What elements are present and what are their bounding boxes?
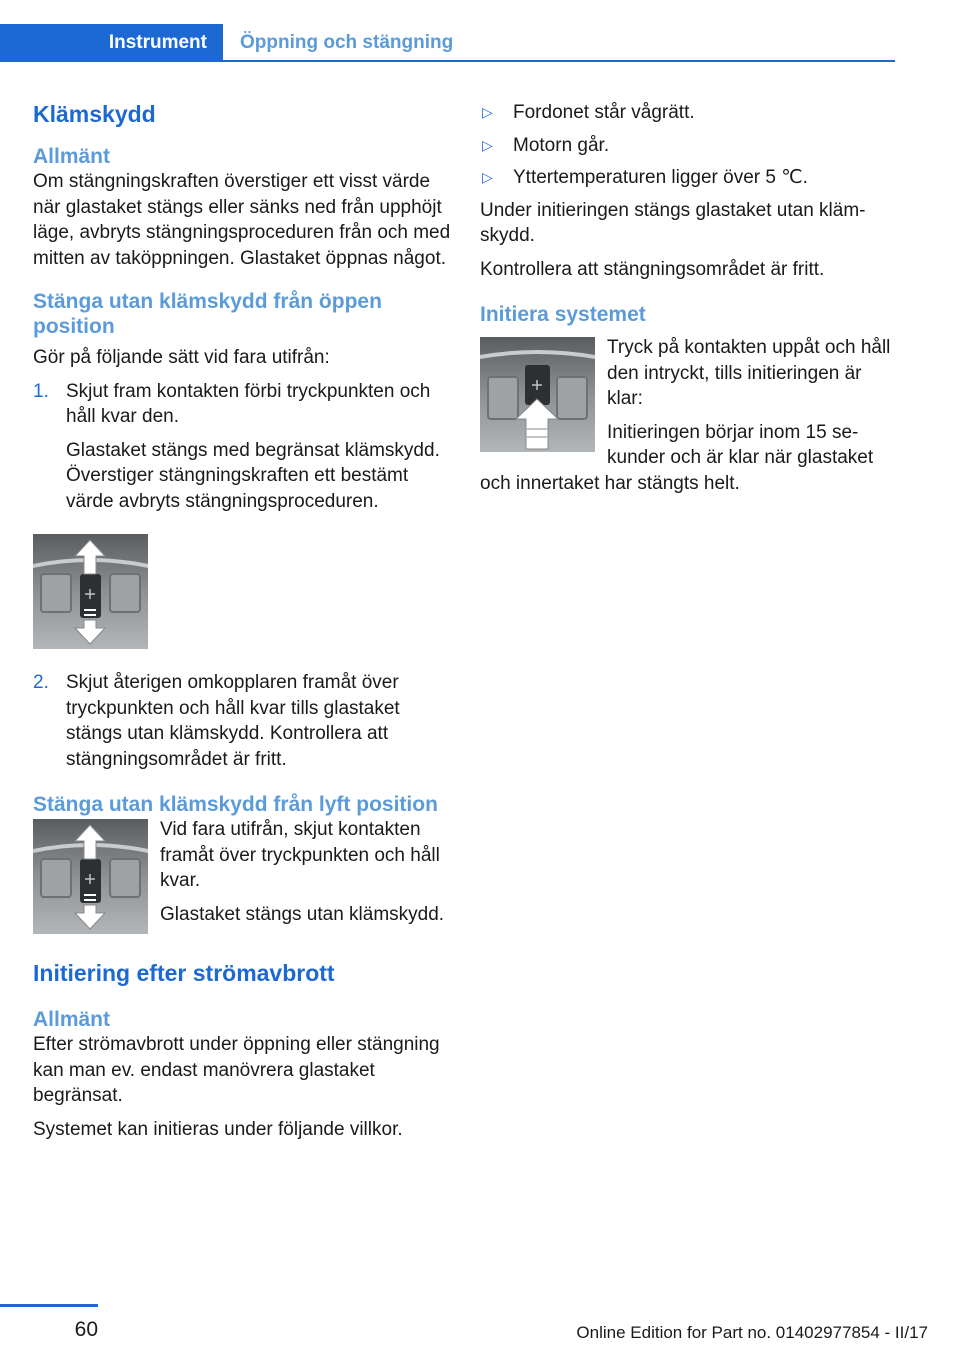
paragraph-borjar: Initieringen börjar inom 15 sekunder och är klar när glastaket och innertaket har stängts helt. — [480, 421, 874, 494]
heading-stanga-lyft: Stänga utan klämskydd från lyft position — [33, 793, 438, 816]
header-tabbar — [0, 24, 895, 62]
steps-list — [33, 379, 453, 515]
condition-text: Yttertemperaturen ligger över 5 ℃. — [513, 167, 808, 188]
tab-oppning-och-stangning[interactable]: Öppning och stängning — [240, 32, 454, 53]
roof-switch-illustration-icon — [33, 819, 148, 934]
roof-switch-illustration-icon — [480, 337, 595, 452]
triangle-right-icon: ▷ — [482, 136, 493, 153]
paragraph-kontroll: Kontrollera att stängningsområdet är fritt. — [480, 258, 825, 280]
heading-klamskydd: Klämskydd — [33, 101, 156, 127]
heading-initiera-systemet: Initiera systemet — [480, 303, 646, 326]
step-subtext: Glastaket stängs med begränsat klämskydd. Överstiger stängningskraften ett bestämt värde avbryts stängningsproceduren. — [66, 439, 440, 512]
step-text: Skjut återigen omkopplaren framåt över tryckpunkten och håll kvar tills glastaket stängs utan klämskydd. Kontrollera att stängningsområdet är fritt. — [66, 672, 400, 770]
tab-instrument[interactable]: Instrument — [0, 24, 223, 62]
heading-allmant: Allmänt — [33, 145, 111, 168]
step-number: 1. — [33, 380, 49, 402]
figure-switch-1 — [33, 534, 453, 654]
list-item — [480, 100, 895, 126]
lyft-block — [33, 817, 453, 939]
triangle-right-icon: ▷ — [482, 169, 493, 185]
footer-divider — [0, 1304, 98, 1307]
heading-initiering: Initiering efter strömavbrott — [33, 960, 335, 986]
paragraph-oppen-intro: Gör på följande sätt vid fara utifrån: — [33, 347, 330, 368]
edition-text: Online Edition for Part no. 01402977854 - II/17 — [576, 1323, 928, 1342]
triangle-right-icon: ▷ — [482, 104, 493, 120]
paragraph-tryck: Tryck på kontakten uppåt och håll den intryckt, tills initieringen är klar: — [607, 337, 891, 409]
steps-list-2 — [33, 670, 453, 772]
figure-switch-2 — [33, 819, 148, 939]
list-item — [480, 165, 895, 191]
list-item — [33, 379, 453, 515]
initiera-block — [480, 335, 895, 496]
list-item — [33, 670, 453, 772]
paragraph-allmant: Om stängningskraften överstiger ett visst värde när glastaket stängs eller sänks ned från upphöjt läge, avbryts stängningsproceduren från och med mitten av taköppningen. Glastaket öppnas något. — [33, 171, 451, 269]
figure-switch-3 — [480, 337, 595, 457]
condition-text: Motorn går. — [513, 134, 610, 156]
list-item — [480, 133, 895, 159]
step-number: 2. — [33, 672, 49, 693]
paragraph-under-init: Under initieringen stängs glastaket utan klämskydd. — [480, 199, 866, 246]
paragraph-lyft-1: Vid fara utifrån, skjut kontakten framåt över tryckpunkten och håll kvar. — [160, 819, 440, 891]
page-number: 60 — [74, 1318, 98, 1341]
left-column — [33, 100, 453, 1142]
paragraph-allmant-2: Efter strömavbrott under öppning eller stängning kan man ev. endast manövrera glastaket begränsat. — [33, 1034, 440, 1106]
paragraph-villkor: Systemet kan initieras under följande villkor. — [33, 1118, 403, 1140]
heading-allmant-2: Allmänt — [33, 1008, 111, 1031]
conditions-list — [480, 100, 895, 191]
roof-switch-illustration-icon — [33, 534, 148, 649]
paragraph-lyft-2: Glastaket stängs utan klämskydd. — [160, 903, 445, 925]
condition-text: Fordonet står vågrätt. — [513, 102, 695, 123]
right-column — [480, 100, 895, 496]
step-text: Skjut fram kontakten förbi tryckpunkten och håll kvar den. — [66, 380, 431, 427]
heading-stanga-oppen: Stänga utan klämskydd från öppen position — [33, 290, 382, 338]
